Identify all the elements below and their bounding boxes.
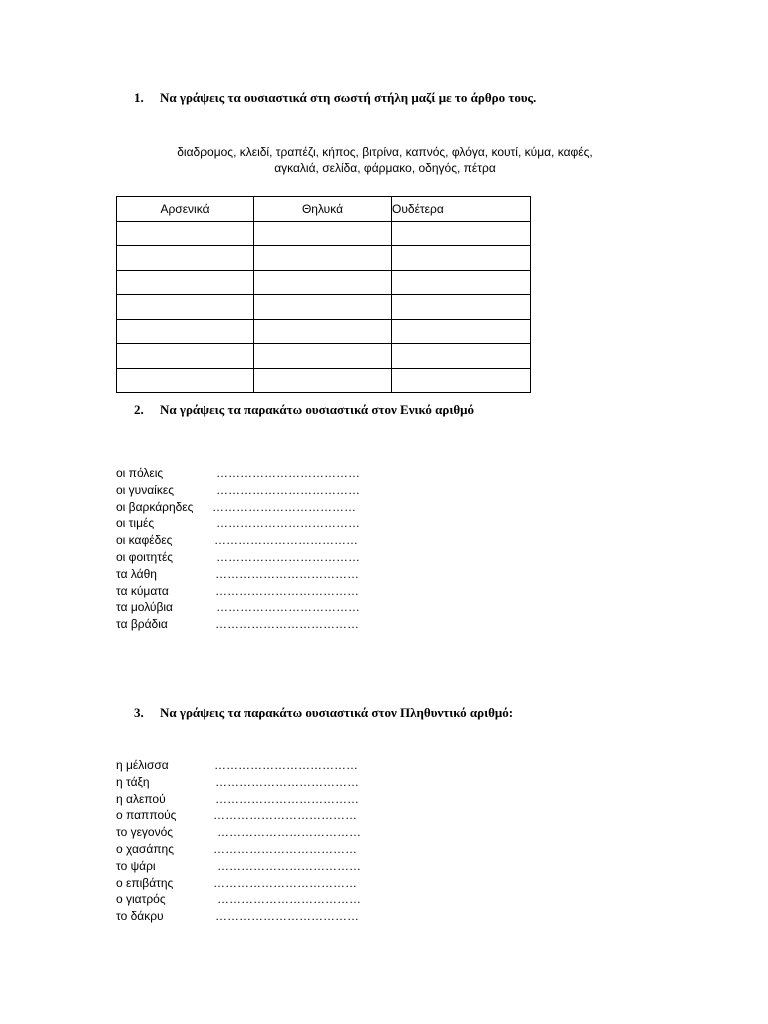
plural-word: τα βράδια [116, 617, 168, 632]
table-cell-masculine[interactable] [117, 319, 254, 344]
plural-word: οι τιμές [116, 516, 155, 531]
column-header-feminine: Θηλυκά [254, 197, 392, 222]
singular-word: ο επιβάτης [116, 875, 174, 890]
list-item [116, 807, 357, 824]
section-1-heading [134, 90, 536, 106]
table-row [117, 270, 531, 295]
section-2-instruction: Να γράψεις τα παρακάτω ουσιαστικά στον Ενικό αριθμό [160, 402, 475, 417]
table-cell-neuter[interactable] [392, 270, 531, 295]
table-row [117, 368, 531, 393]
answer-blank[interactable]: ……………………………… [215, 617, 359, 632]
answer-blank[interactable]: ……………………………… [215, 583, 359, 598]
answer-blank[interactable]: ……………………………… [215, 566, 359, 581]
table-cell-feminine[interactable] [254, 295, 392, 320]
singular-word: η μέλισσα [116, 758, 169, 772]
answer-blank[interactable]: ……………………………… [217, 825, 361, 840]
singular-word: ο γιατρός [116, 892, 166, 907]
column-header-neuter: Ουδέτερα [392, 197, 531, 222]
gender-classification-table [116, 196, 531, 393]
plural-word: οι καφέδες [116, 533, 173, 548]
section-3-instruction: Να γράψεις τα παρακάτω ουσιαστικά στον Πληθυντικό αριθμό: [160, 705, 514, 720]
answer-blank[interactable]: ……………………………… [213, 841, 357, 856]
answer-blank[interactable]: ……………………………… [216, 482, 360, 497]
section-1-number: 1. [134, 90, 144, 105]
table-cell-masculine[interactable] [117, 221, 254, 246]
list-item [116, 532, 358, 549]
table-cell-neuter[interactable] [392, 221, 531, 246]
answer-blank[interactable]: ……………………………… [213, 808, 357, 823]
list-item [116, 599, 360, 616]
list-item [116, 757, 358, 774]
list-item [116, 566, 359, 583]
word-bank-line-2: αγκαλιά, σελίδα, φάρμακο, οδηγός, πέτρα [274, 161, 496, 175]
answer-blank[interactable]: ……………………………… [214, 758, 358, 772]
singular-word: η τάξη [116, 774, 150, 789]
singular-word: ο παππούς [116, 808, 177, 823]
section-2-number: 2. [134, 402, 144, 417]
table-row [117, 221, 531, 246]
plural-word: οι πόλεις [116, 466, 164, 480]
answer-blank[interactable]: ……………………………… [215, 791, 359, 806]
answer-blank[interactable]: ……………………………… [213, 875, 357, 890]
table-cell-feminine[interactable] [254, 319, 392, 344]
list-item [116, 841, 357, 858]
list-item [116, 858, 361, 875]
answer-blank[interactable]: ……………………………… [216, 516, 360, 531]
table-cell-masculine[interactable] [117, 295, 254, 320]
word-bank-line-1: διαδρομος, κλειδί, τραπέζι, κήπος, βιτρίνα, καπνός, φλόγα, κουτί, κύμα, καφές, [177, 145, 593, 159]
word-bank [100, 144, 670, 176]
list-item [116, 616, 359, 633]
table-cell-neuter[interactable] [392, 368, 531, 393]
answer-blank[interactable]: ……………………………… [217, 892, 361, 907]
table-cell-feminine[interactable] [254, 246, 392, 271]
table-row [117, 319, 531, 344]
table-cell-feminine[interactable] [254, 270, 392, 295]
section-3-number: 3. [134, 705, 144, 720]
list-item [116, 583, 359, 600]
table-header-row [117, 197, 531, 222]
list-item [116, 908, 359, 925]
singular-word: το γεγονός [116, 825, 174, 840]
table-cell-neuter[interactable] [392, 319, 531, 344]
singular-word: ο χασάπης [116, 841, 175, 856]
list-item [116, 499, 356, 516]
answer-blank[interactable]: ……………………………… [215, 909, 359, 924]
answer-blank[interactable]: ……………………………… [216, 600, 360, 615]
list-item [116, 549, 360, 566]
list-item [116, 774, 359, 791]
singular-word: το δάκρυ [116, 909, 164, 924]
column-header-masculine: Αρσενικά [117, 197, 254, 222]
section-3-heading [134, 705, 513, 721]
table-cell-masculine[interactable] [117, 270, 254, 295]
section-2-heading [134, 402, 474, 418]
table-cell-neuter[interactable] [392, 246, 531, 271]
table-cell-neuter[interactable] [392, 295, 531, 320]
answer-blank[interactable]: ……………………………… [216, 466, 360, 480]
plural-word: οι βαρκάρηδες [116, 499, 194, 514]
answer-blank[interactable]: ……………………………… [217, 858, 361, 873]
list-item [116, 824, 361, 841]
singular-exercise-list [116, 465, 360, 633]
table-row [117, 246, 531, 271]
table-cell-feminine[interactable] [254, 344, 392, 369]
table-cell-masculine[interactable] [117, 368, 254, 393]
answer-blank[interactable]: ……………………………… [214, 533, 358, 548]
answer-blank[interactable]: ……………………………… [215, 774, 359, 789]
singular-word: η αλεπού [116, 791, 166, 806]
table-cell-neuter[interactable] [392, 344, 531, 369]
list-item [116, 791, 359, 808]
table-row [117, 344, 531, 369]
plural-word: τα λάθη [116, 566, 157, 581]
plural-exercise-list [116, 757, 361, 925]
table-cell-feminine[interactable] [254, 221, 392, 246]
section-1-instruction: Να γράψεις τα ουσιαστικά στη σωστή στήλη μαζί με το άρθρο τους. [160, 90, 537, 105]
list-item [116, 515, 360, 532]
plural-word: τα κύματα [116, 583, 169, 598]
plural-word: οι γυναίκες [116, 482, 174, 497]
table-cell-feminine[interactable] [254, 368, 392, 393]
list-item [116, 891, 361, 908]
list-item [116, 465, 360, 482]
singular-word: το ψάρι [116, 858, 156, 873]
table-cell-masculine[interactable] [117, 246, 254, 271]
list-item [116, 875, 357, 892]
plural-word: τα μολύβια [116, 600, 173, 615]
plural-word: οι φοιτητές [116, 549, 174, 564]
table-cell-masculine[interactable] [117, 344, 254, 369]
answer-blank[interactable]: ……………………………… [212, 499, 356, 514]
list-item [116, 482, 360, 499]
table-row [117, 295, 531, 320]
answer-blank[interactable]: ……………………………… [216, 549, 360, 564]
